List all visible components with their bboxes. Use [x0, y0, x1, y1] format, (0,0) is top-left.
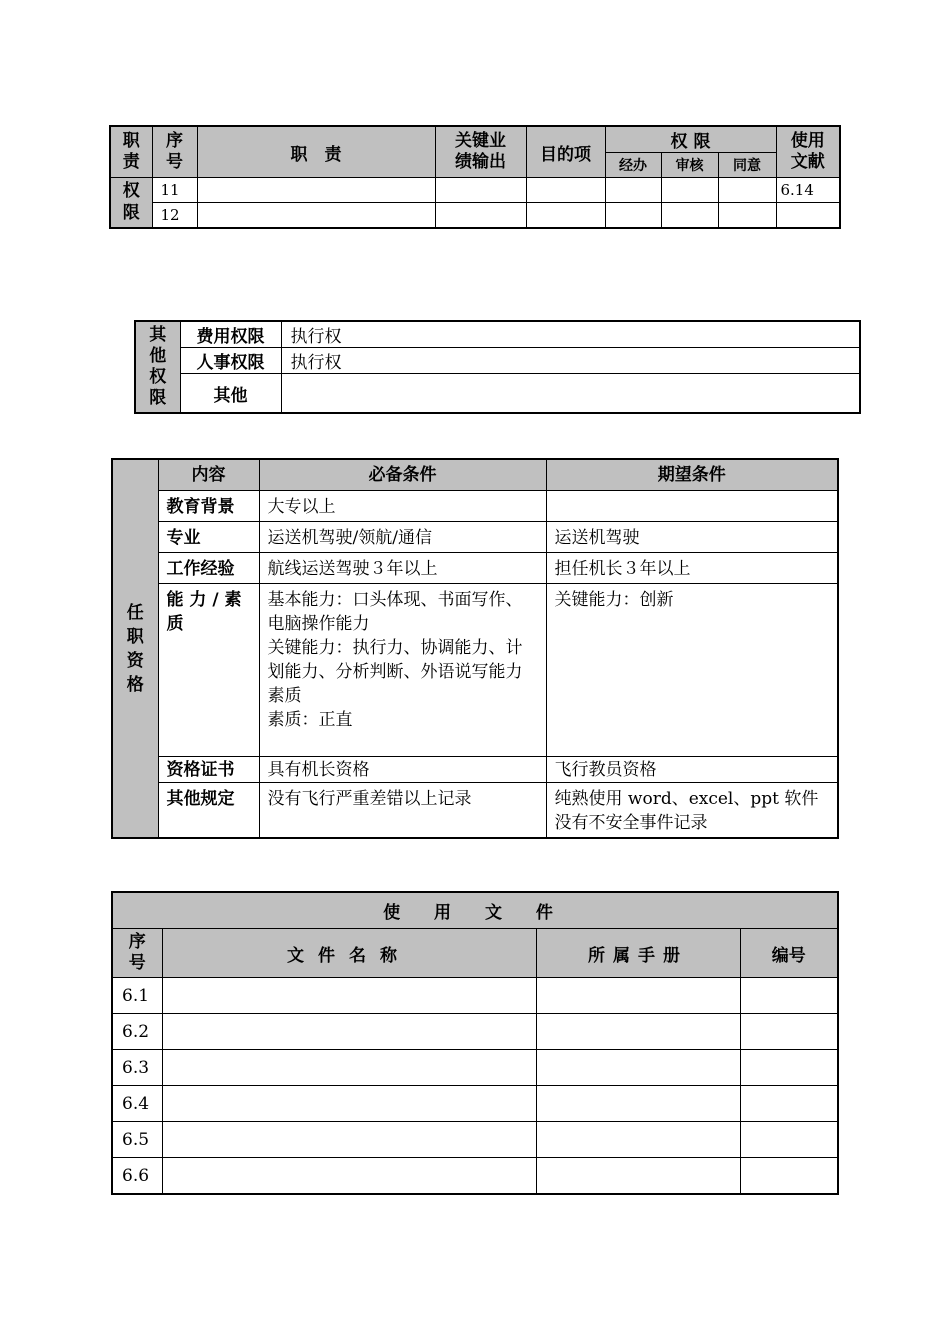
duties-header-row — [110, 126, 840, 153]
doc-code-cell — [740, 1158, 838, 1195]
table-row — [112, 522, 838, 553]
duties-row-group-label: 权 限 — [110, 178, 152, 229]
doc-name-header: 文件名称 — [162, 929, 536, 978]
duties-duty-header: 职 责 — [197, 126, 435, 178]
doc-name-cell — [162, 1014, 536, 1050]
duties-kpi-header: 关键业 绩输出 — [435, 126, 526, 178]
doc-code-cell — [740, 1050, 838, 1086]
kpi-cell — [435, 203, 526, 229]
approve-cell — [718, 203, 776, 229]
other-rules-desired: 纯熟使用 word、excel、ppt 软件 没有不安全事件记录 — [546, 783, 838, 839]
qualifications-table — [111, 458, 839, 839]
doc-manual-cell — [536, 1122, 740, 1158]
expense-authority-label: 费用权限 — [180, 321, 281, 348]
table-row — [112, 1122, 838, 1158]
table-row — [135, 321, 860, 348]
qualifications-header-row — [112, 459, 838, 491]
hr-authority-value: 执行权 — [281, 348, 860, 374]
review-cell — [661, 178, 718, 203]
doc-seq-cell: 6.4 — [112, 1086, 162, 1122]
table-row — [112, 491, 838, 522]
qualifications-side-label: 任 职 资 格 — [112, 459, 158, 838]
table-row — [135, 348, 860, 374]
duty-cell — [197, 178, 435, 203]
ref-cell: 6.14 — [776, 178, 840, 203]
content-header: 内容 — [158, 459, 259, 491]
major-label: 专业 — [158, 522, 259, 553]
duty-seq-cell: 11 — [152, 178, 197, 203]
required-header: 必备条件 — [259, 459, 546, 491]
duties-table — [109, 125, 841, 229]
experience-required: 航线运送驾驶３年以上 — [259, 553, 546, 584]
certificate-required: 具有机长资格 — [259, 757, 546, 783]
table-row — [135, 374, 860, 414]
education-label: 教育背景 — [158, 491, 259, 522]
doc-seq-cell: 6.5 — [112, 1122, 162, 1158]
ability-required: 基本能力：口头体现、书面写作、电脑操作能力 关键能力：执行力、协调能力、计划能力、分析判断、外语说写能力 素质 素质：正直 — [259, 584, 546, 757]
doc-name-cell — [162, 1086, 536, 1122]
major-desired: 运送机驾驶 — [546, 522, 838, 553]
duties-seq-header: 序 号 — [152, 126, 197, 178]
doc-code-header: 编号 — [740, 929, 838, 978]
duty-seq-cell: 12 — [152, 203, 197, 229]
duties-ref-header: 使用 文献 — [776, 126, 840, 178]
doc-seq-cell: 6.1 — [112, 978, 162, 1014]
doc-seq-header: 序 号 — [112, 929, 162, 978]
doc-name-cell — [162, 1122, 536, 1158]
documents-title: 使 用 文 件 — [112, 892, 838, 929]
experience-desired: 担任机长３年以上 — [546, 553, 838, 584]
authority-approve-header: 同意 — [718, 153, 776, 178]
major-required: 运送机驾驶/领航/通信 — [259, 522, 546, 553]
doc-code-cell — [740, 978, 838, 1014]
authority-handle-header: 经办 — [605, 153, 661, 178]
table-row — [112, 1086, 838, 1122]
doc-manual-cell — [536, 1050, 740, 1086]
doc-manual-cell — [536, 1158, 740, 1195]
other-label: 其他 — [180, 374, 281, 414]
doc-seq-cell: 6.6 — [112, 1158, 162, 1195]
certificate-label: 资格证书 — [158, 757, 259, 783]
duty-cell — [197, 203, 435, 229]
doc-seq-cell: 6.2 — [112, 1014, 162, 1050]
other-value — [281, 374, 860, 414]
table-row — [112, 1050, 838, 1086]
purpose-cell — [526, 203, 605, 229]
doc-manual-cell — [536, 1086, 740, 1122]
documents-table — [111, 891, 839, 1195]
table-row — [112, 553, 838, 584]
doc-name-cell — [162, 1158, 536, 1195]
table-row — [110, 203, 840, 229]
desired-header: 期望条件 — [546, 459, 838, 491]
table-row — [112, 783, 838, 839]
doc-code-cell — [740, 1122, 838, 1158]
education-required: 大专以上 — [259, 491, 546, 522]
duties-authority-header: 权 限 — [605, 126, 776, 153]
duties-purpose-header: 目的项 — [526, 126, 605, 178]
documents-title-row — [112, 892, 838, 929]
handle-cell — [605, 178, 661, 203]
ability-label: 能 力 / 素质 — [158, 584, 259, 757]
doc-name-cell — [162, 1050, 536, 1086]
approve-cell — [718, 178, 776, 203]
hr-authority-label: 人事权限 — [180, 348, 281, 374]
education-desired — [546, 491, 838, 522]
review-cell — [661, 203, 718, 229]
other-rules-label: 其他规定 — [158, 783, 259, 839]
documents-header-row — [112, 929, 838, 978]
other-authority-label: 其 他 权 限 — [135, 321, 180, 413]
other-rules-required: 没有飞行严重差错以上记录 — [259, 783, 546, 839]
doc-seq-cell: 6.3 — [112, 1050, 162, 1086]
table-row — [112, 584, 838, 757]
table-row — [112, 1158, 838, 1195]
table-row — [112, 757, 838, 783]
doc-manual-header: 所属手册 — [536, 929, 740, 978]
table-row — [110, 178, 840, 203]
kpi-cell — [435, 178, 526, 203]
purpose-cell — [526, 178, 605, 203]
ref-cell — [776, 203, 840, 229]
table-row — [112, 1014, 838, 1050]
doc-name-cell — [162, 978, 536, 1014]
expense-authority-value: 执行权 — [281, 321, 860, 348]
certificate-desired: 飞行教员资格 — [546, 757, 838, 783]
authority-review-header: 审核 — [661, 153, 718, 178]
handle-cell — [605, 203, 661, 229]
experience-label: 工作经验 — [158, 553, 259, 584]
doc-manual-cell — [536, 1014, 740, 1050]
other-authority-table — [134, 320, 861, 414]
ability-desired: 关键能力：创新 — [546, 584, 838, 757]
table-row — [112, 978, 838, 1014]
duties-category-header: 职 责 — [110, 126, 152, 178]
doc-code-cell — [740, 1014, 838, 1050]
doc-code-cell — [740, 1086, 838, 1122]
doc-manual-cell — [536, 978, 740, 1014]
